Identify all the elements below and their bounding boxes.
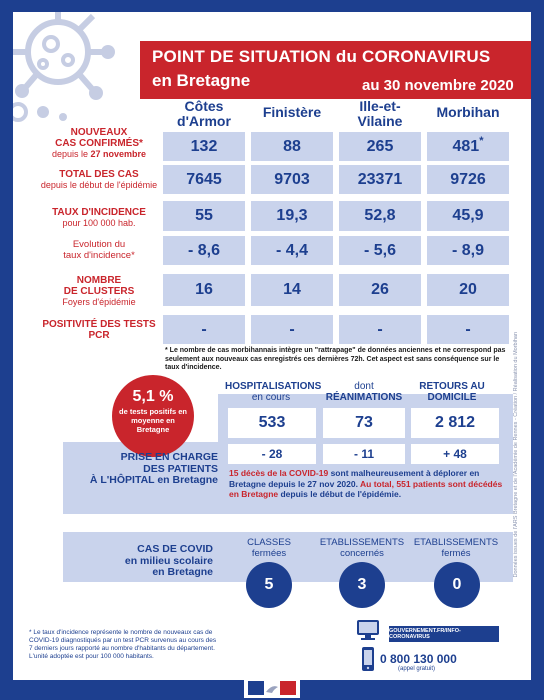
deaths-text: [229, 468, 513, 500]
morbihan-footnote: * Le nombre de cas morbihannais intègre un "rattrapage" de données anciennes et ne correspond pas seulement aux nouveaux cas enregistrés ces dernières 72h. Cet aspect est sans conséquence sur le taux d'incidence.: [165, 347, 506, 371]
deaths-text-2: sont malheureusement à déplorer en Bretagne depuis le 27 nov 2020.: [229, 468, 480, 489]
positivity-value: 5,1 %: [132, 388, 174, 405]
page-date: au 30 novembre 2020: [362, 77, 514, 94]
source-credit: Données issues de l'ARS Bretagne et de l'Académie de Rennes - Création / Réalisation du Morbihan: [513, 332, 519, 578]
computer-icon: [355, 618, 381, 642]
cell-evolution-morbihan: - 8,9: [427, 236, 509, 265]
header-hospitalisations: [225, 381, 322, 403]
phone-icon: [360, 646, 376, 672]
column-header-cotes-darmor: Côtes d'Armor: [177, 98, 231, 129]
cell-positivity-morbihan: -: [427, 315, 509, 344]
cell-new-cases-cotes-darmor: 132: [163, 132, 245, 161]
column-header-morbihan: Morbihan: [436, 104, 500, 120]
value-etablissements-concernes: 3: [339, 562, 385, 608]
new-cases-sub-prefix: depuis le: [51, 149, 91, 159]
value-classes: 5: [246, 562, 292, 608]
positivity-text: de tests positifs en moyenne en Bretagne: [119, 407, 187, 434]
cell-incidence-ille-et-vilaine: 52,8: [339, 201, 421, 231]
gov-info-link[interactable]: GOUVERNEMENT.FR/INFO-CORONAVIRUS: [389, 626, 499, 642]
deaths-text-3: Au total, 551 patients sont décédés en Bretagne: [229, 478, 503, 499]
cell-incidence-finistere: 19,3: [251, 201, 333, 231]
value-etablissements-fermes: 0: [434, 562, 480, 608]
header-retours-top: RETOURS AU: [419, 381, 485, 392]
header-etab-concernes-bottom: concernés: [340, 547, 384, 559]
new-cases-sub-date: 27 novembre: [90, 149, 147, 159]
title-banner: [140, 41, 531, 99]
cell-clusters-ille-et-vilaine: 26: [339, 274, 421, 306]
row-label-total-cases-sub: depuis le début de l'épidémie: [40, 180, 158, 190]
cell-total-morbihan: 9726: [427, 165, 509, 194]
cell-positivity-ille-et-vilaine: -: [339, 315, 421, 344]
header-classes-top: CLASSES: [247, 537, 291, 548]
school-label: CAS DE COVID en milieu scolaire en Bretagne: [124, 543, 213, 578]
row-label-new-cases: [39, 127, 159, 160]
header-reanimations-bottom: RÉANIMATIONS: [325, 392, 403, 403]
cell-new-cases-morbihan: [427, 132, 509, 161]
row-label-new-cases-sub: [39, 149, 159, 160]
header-reanimations-top: dont: [354, 381, 374, 392]
virus-icon: [13, 12, 143, 142]
header-classes: [231, 538, 307, 559]
incidence-footnote: * Le taux d'incidence représente le nombre de nouveaux cas de COVID-19 diagnostiqués par un test PCR survenus au cours des 7 derniers jours rapporté au nombre d'habitants du département. L'unité adoptée est pour 100 000 habitants.: [29, 629, 217, 660]
cell-new-cases-finistere: 88: [251, 132, 333, 161]
infographic-sheet: [13, 12, 531, 680]
marianne-logo: [244, 678, 300, 698]
cell-incidence-morbihan: 45,9: [427, 201, 509, 231]
cell-clusters-cotes-darmor: 16: [163, 274, 245, 306]
cell-clusters-finistere: 14: [251, 274, 333, 306]
row-label-new-cases-title: NOUVEAUX CAS CONFIRMÉS*: [55, 127, 143, 149]
delta-hospitalisations: - 28: [228, 444, 316, 464]
cell-total-ille-et-vilaine: 23371: [339, 165, 421, 194]
row-label-clusters: [39, 275, 159, 308]
cell-new-cases-ille-et-vilaine: 265: [339, 132, 421, 161]
cell-total-cotes-darmor: 7645: [163, 165, 245, 194]
page-title: POINT DE SITUATION du CORONAVIRUS: [152, 47, 491, 66]
positivity-badge: [112, 375, 194, 457]
column-header-ille-et-vilaine: Ille-et- Vilaine: [357, 98, 403, 129]
new-cases-morbihan-value: 481: [452, 137, 480, 155]
cell-clusters-morbihan: 20: [427, 274, 509, 306]
cell-total-finistere: 9703: [251, 165, 333, 194]
hospital-label: PRISE EN CHARGE DES PATIENTS À L'HÔPITAL en Bretagne: [89, 451, 218, 486]
page-region: en Bretagne: [152, 71, 251, 90]
asterisk-marker: *: [479, 134, 484, 147]
row-label-clusters-title: NOMBRE DE CLUSTERS: [63, 275, 135, 297]
header-etab-fermes-top: ETABLISSEMENTS: [413, 537, 499, 548]
phone-number: 0 800 130 000: [380, 652, 457, 666]
row-label-incidence-title: TAUX D'INCIDENCE: [52, 207, 146, 218]
header-etab-concernes-top: ETABLISSEMENTS: [319, 537, 405, 548]
cell-incidence-cotes-darmor: 55: [163, 201, 245, 231]
row-label-incidence: [39, 207, 159, 229]
header-retours: [411, 381, 493, 403]
cell-reanimations: 73: [323, 408, 405, 438]
cell-hospitalisations: 533: [228, 408, 316, 438]
cell-retours: 2 812: [411, 408, 499, 438]
cell-positivity-finistere: -: [251, 315, 333, 344]
header-etablissements-fermes: [413, 538, 499, 559]
deaths-text-1: 15 décès de la COVID-19: [229, 468, 329, 478]
header-hospitalisations-bottom: en cours: [251, 392, 291, 403]
phone-number-sub: (appel gratuit): [398, 666, 436, 672]
cell-evolution-cotes-darmor: - 8,6: [163, 236, 245, 265]
column-header-finistere: Finistère: [262, 104, 322, 120]
cell-positivity-cotes-darmor: -: [163, 315, 245, 344]
cell-evolution-ille-et-vilaine: - 5,6: [339, 236, 421, 265]
header-hospitalisations-top: HOSPITALISATIONS: [225, 381, 322, 392]
delta-retours: + 48: [411, 444, 499, 464]
header-reanimations: [323, 381, 405, 403]
row-label-total-cases: [39, 169, 159, 191]
deaths-text-4: depuis le début de l'épidémie.: [278, 489, 402, 499]
header-etablissements-concernes: [319, 538, 405, 559]
row-label-positivity: POSITIVITÉ DES TESTS PCR: [42, 319, 156, 341]
header-retours-bottom: DOMICILE: [427, 392, 477, 403]
row-label-total-cases-title: TOTAL DES CAS: [59, 169, 139, 180]
row-label-evolution: Evolution du taux d'incidence*: [63, 239, 135, 261]
row-label-incidence-sub: pour 100 000 hab.: [62, 218, 136, 228]
cell-evolution-finistere: - 4,4: [251, 236, 333, 265]
delta-reanimations: - 11: [323, 444, 405, 464]
header-classes-bottom: fermées: [251, 547, 287, 559]
row-label-clusters-sub: Foyers d'épidémie: [62, 297, 136, 307]
header-etab-fermes-bottom: fermés: [441, 547, 471, 559]
